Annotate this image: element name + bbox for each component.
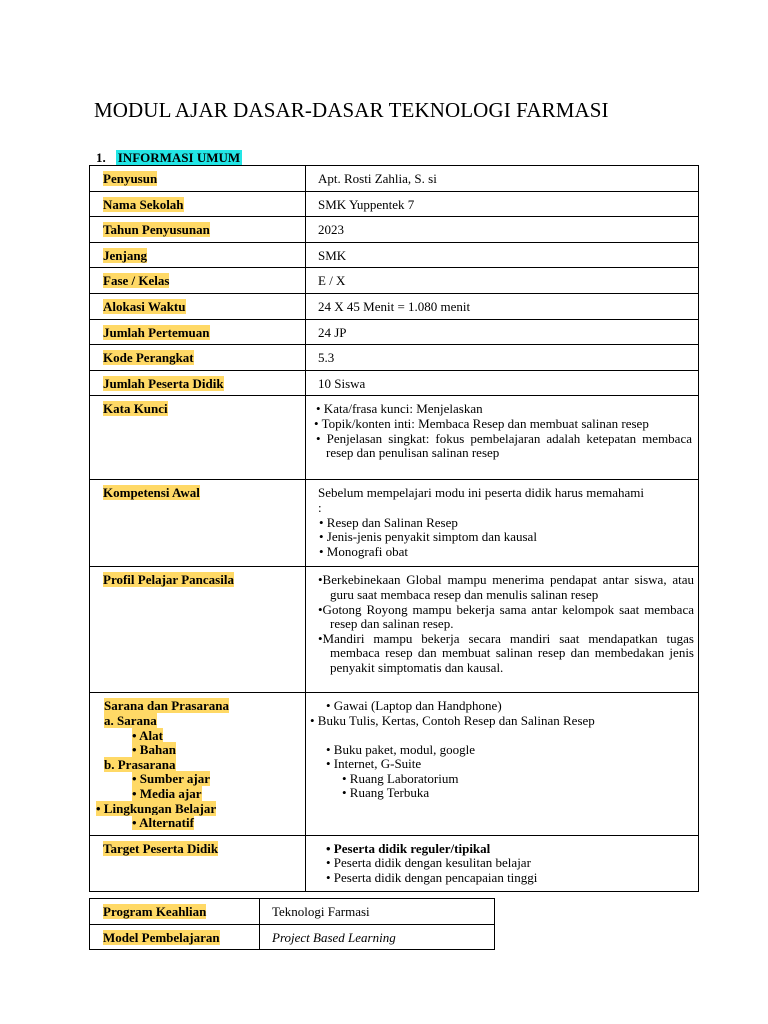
list-item: • Peserta didik dengan kesulitan belajar [326,855,531,871]
row-label: Nama Sekolah [103,196,184,212]
table-row-kompetensi [90,480,699,567]
table-row [90,242,699,268]
list-item: • Gawai (Laptop dan Handphone) [326,698,502,714]
table-row-kata-kunci [90,396,699,480]
row-value: Apt. Rosti Zahlia, S. si [306,166,699,192]
row-value: 24 X 45 Menit = 1.080 menit [306,293,699,319]
table-row [90,924,495,950]
list-item: • Ruang Laboratorium [342,770,459,786]
list-item: • Topik/konten inti: Membaca Resep dan membuat salinan resep [314,415,649,431]
sub-label: • Alat [132,727,163,743]
row-label: Kata Kunci [103,401,168,417]
list-item: •Gotong Royong mampu bekerja sama antar kelompok saat membaca resep dan salinan resep. [318,601,694,632]
row-label: Jumlah Peserta Didik [103,375,224,391]
row-value: SMK Yuppentek 7 [306,191,699,217]
list-item: • Buku Tulis, Kertas, Contoh Resep dan Salinan Resep [310,712,595,728]
row-label: Jumlah Pertemuan [103,324,210,340]
list-item: • Peserta didik reguler/tipikal [326,840,491,856]
table-row [90,217,699,243]
row-label: Tahun Penyusunan [103,222,210,238]
list-item: •Berkebinekaan Global mampu menerima pendapat antar siswa, atau guru saat membaca resep dan menulis salinan resep [318,572,694,602]
row-label: Fase / Kelas [103,273,170,289]
table-row-sarana [90,693,699,835]
list-item: • Kata/frasa kunci: Menjelaskan [316,401,483,417]
sub-label: a. Sarana [104,712,157,728]
info-table [89,165,699,892]
program-table [89,898,495,950]
row-value: Teknologi Farmasi [260,899,495,925]
section-heading [96,150,242,166]
row-value: Project Based Learning [260,924,495,950]
row-value: 10 Siswa [306,370,699,396]
row-label: Sarana dan Prasarana [104,698,229,714]
table-row [90,166,699,192]
row-label: Alokasi Waktu [103,298,186,314]
row-label: Jenjang [103,247,148,263]
paragraph: Sebelum mempelajari modu ini peserta didik harus memahami : [318,485,644,515]
table-row [90,268,699,294]
list-item: • Monografi obat [319,543,409,559]
list-item: • Resep dan Salinan Resep [319,514,458,530]
row-label: Kode Perangkat [103,350,194,366]
row-value: E / X [306,268,699,294]
sub-label: • Lingkungan Belajar [96,800,217,816]
row-label: Model Pembelajaran [103,929,220,945]
table-row [90,319,699,345]
row-value: SMK [306,242,699,268]
table-row [90,345,699,371]
document-title: MODUL AJAR DASAR-DASAR TEKNOLOGI FARMASI [94,98,609,122]
sub-label: • Bahan [132,742,176,758]
list-item: • Buku paket, modul, google [326,741,475,757]
table-row-target [90,835,699,891]
list-item: • Ruang Terbuka [342,785,430,801]
list-item: • Internet, G-Suite [326,756,422,772]
list-item: • Peserta didik dengan pencapaian tinggi [326,869,538,885]
list-item: • Jenis-jenis penyakit simptom dan kausal [319,529,537,545]
sub-label: • Sumber ajar [132,771,210,787]
table-row [90,191,699,217]
section-label: INFORMASI UMUM [117,150,241,165]
list-item: • Penjelasan singkat: fokus pembelajaran adalah ketepatan membaca resep dan penulisan salinan resep [316,430,692,461]
row-label: Kompetensi Awal [103,485,200,501]
row-value: 2023 [306,217,699,243]
table-row [90,370,699,396]
sub-label: • Alternatif [132,815,194,831]
row-label: Target Peserta Didik [103,840,219,856]
table-row-profil [90,567,699,693]
row-label: Penyusun [103,171,158,186]
row-value: 5.3 [306,345,699,371]
table-row [90,899,495,925]
section-number: 1. [96,150,106,165]
table-row [90,293,699,319]
row-value: 24 JP [306,319,699,345]
row-label: Profil Pelajar Pancasila [103,572,234,588]
row-label: Program Keahlian [103,904,207,919]
sub-label: b. Prasarana [104,756,176,772]
list-item: •Mandiri mampu bekerja secara mandiri saat mendapatkan tugas membaca resep dan membuat salinan resep dan membedakan jenis penyakit simptomatis dan kausal. [318,630,694,675]
sub-label: • Media ajar [132,785,202,801]
